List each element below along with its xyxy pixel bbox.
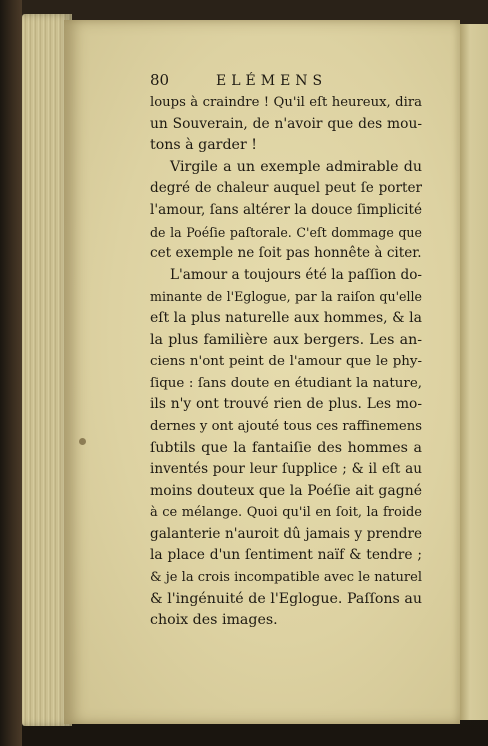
facing-page-edge xyxy=(458,24,488,720)
text-line: dernes y ont ajouté tous ces raffinemens xyxy=(150,418,422,434)
text-line: degré de chaleur auquel peut ſe porter xyxy=(150,180,422,197)
text-line: ciens n'ont peint de l'amour que le phy- xyxy=(150,354,422,370)
running-head: ELÉMENS xyxy=(216,73,328,89)
page-text xyxy=(150,70,422,632)
text-line: la plus familière aux bergers. Les an- xyxy=(150,331,422,348)
text-line: & je la crois incompatible avec le naturel xyxy=(150,570,422,586)
paragraph xyxy=(150,157,422,265)
text-line: ils n'y ont trouvé rien de plus. Les mo- xyxy=(150,396,422,413)
text-line: cet exemple ne ſoit pas honnête à citer. xyxy=(150,245,422,262)
text-line: & l'ingénuité de l'Eglogue. Paſſons au xyxy=(150,590,422,607)
page-number: 80 xyxy=(150,71,170,89)
text-line: la place d'un ſentiment naïf & tendre ; xyxy=(150,547,422,564)
text-line: à ce mélange. Quoi qu'il en ſoit, la froide xyxy=(150,505,422,521)
paragraph xyxy=(150,265,422,632)
text-line: L'amour a toujours été la paſſion do- xyxy=(170,266,422,283)
text-line: galanterie n'auroit dû jamais y prendre xyxy=(150,525,422,542)
text-line: eſt la plus naturelle aux hommes, & la xyxy=(150,309,422,326)
text-line: un Souverain, de n'avoir que des mou- xyxy=(150,115,422,132)
text-line: moins douteux que la Poéſie ait gagné xyxy=(150,482,422,499)
text-line: de la Poéſie paſtorale. C'eſt dommage que xyxy=(150,224,422,240)
text-line: minante de l'Eglogue, par la raiſon qu'elle xyxy=(150,289,422,305)
page-header xyxy=(150,70,422,92)
text-line: loups à craindre ! Qu'il eſt heureux, dira xyxy=(150,95,422,110)
text-line: inventés pour leur ſupplice ; & il eſt au xyxy=(150,461,422,478)
text-line: Virgile a un exemple admirable du xyxy=(170,158,422,175)
page-blemish xyxy=(79,438,86,445)
book-cover-edge xyxy=(0,0,22,746)
text-line: ſique : ſans doute en étudiant la nature, xyxy=(150,375,422,391)
text-line: ſubtils que la fantaiſie des hommes a xyxy=(150,439,422,456)
text-line: tons à garder ! xyxy=(150,137,257,154)
text-line: choix des images. xyxy=(150,612,278,629)
text-line: l'amour, ſans altérer la douce ſimplicité xyxy=(150,201,422,218)
paragraph xyxy=(150,92,422,157)
